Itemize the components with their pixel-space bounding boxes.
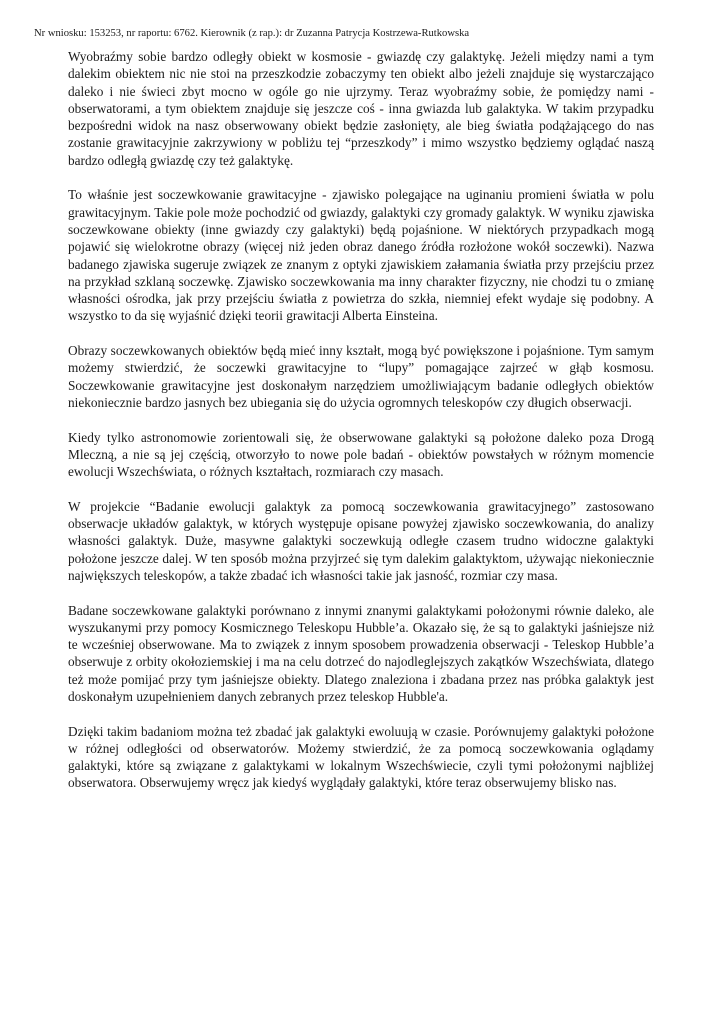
- paragraph-hubble-comparison: Badane soczewkowane galaktyki porównano z innymi znanymi galaktykami położonymi równie daleko, ale wyszukanymi przy pomocy Kosmicznego Teleskopu Hubble’a. Okazało się, że są to galaktyki jaśniejsze niż te wcześniej obserwowane. Ma to związek z innym sposobem prowadzenia obserwacji - Teleskop Hubble’a obserwuje z orbity okołoziemskiej i ma na celu dotrzeć do najodleglejszych zakątków Wszechświata, dlatego też może pomijać przy tym jaśniejsze obiekty. Dlatego znaleziona i zbadana przez nas próbka galaktyk jest doskonałym uzupełnieniem danych zebranych przez teleskop Hubble'a.: [68, 602, 654, 704]
- paragraph-galaxies-beyond-milky-way: Kiedy tylko astronomowie zorientowali się, że obserwowane galaktyki są położone daleko poza Drogą Mleczną, a nie są jej częścią, otworzyło to nowe pole badań - obiektów powstałych w różnym momencie ewolucji Wszechświata, o różnych kształtach, rozmiarach czy masach.: [68, 429, 654, 480]
- paragraph-observing-distant-objects: Wyobraźmy sobie bardzo odległy obiekt w kosmosie - gwiazdę czy galaktykę. Jeżeli między nami a tym dalekim obiektem nic nie stoi na przeszkodzie zobaczymy ten obiekt albo jeżeli znajduje się wystarczająco daleko i nie świeci zbyt mocno w ogóle go nie ujrzymy. Teraz wyobraźmy sobie, że pomiędzy nami - obserwatorami, a tym obiektem znajduje się jeszcze coś - inna gwiazda lub galaktyka. W takim przypadku bezpośredni widok na nasz obserwowany obiekt będzie zasłonięty, ale bieg światła podążającego do nas zostanie grawitacyjnie zakrzywiony w pobliżu tej “przeszkody” i mimo wszystko będziemy oglądać naszą bardzo odległą gwiazdę czy też galaktykę.: [68, 49, 654, 168]
- paragraph-galaxy-evolution: Dzięki takim badaniom można też zbadać jak galaktyki ewoluują w czasie. Porównujemy galaktyki położone w różnej odległości od obserwatorów. Możemy stwierdzić, że za pomocą soczewkowania oglądamy galaktyki, które są związane z galaktykami w lokalnym Wszechświecie, czyli tymi położonymi najbliżej obserwatora. Obserwujemy wręcz jak kiedyś wyglądały galaktyki, które teraz obserwujemy blisko nas.: [68, 723, 654, 791]
- document-body: [68, 48, 654, 809]
- paragraph-gravitational-lensing-definition: To właśnie jest soczewkowanie grawitacyjne - zjawisko polegające na uginaniu promieni światła w polu grawitacyjnym. Takie pole może pochodzić od gwiazdy, galaktyki czy gromady galaktyk. W wyniku zjawiska soczewkowane obiekty (inne gwiazdy czy galaktyki) będą pojaśnione. W niektórych przypadkach mogą pojawić się wielokrotne obrazy (więcej niż jeden obraz danego źródła rozłożone wokół soczewki). Nazwa badanego zjawiska sugeruje związek ze znanym z optyki zjawiskiem załamania światła przy przejściu przez na przykład szklaną soczewkę. Zjawisko soczewkowania ma inny charakter fizyczny, nie chodzi tu o zmianę własności ośrodka, jak przy przejściu światła z powietrza do szkła, niemniej efekt wydaje się podobny. A wszystko to da się wyjaśnić dzięki teorii grawitacji Alberta Einsteina.: [68, 187, 654, 324]
- page-header: Nr wniosku: 153253, nr raportu: 6762. Kierownik (z rap.): dr Zuzanna Patrycja Kostrzewa-Rutkowska: [34, 28, 470, 39]
- paragraph-project-description: W projekcie “Badanie ewolucji galaktyk za pomocą soczewkowania grawitacyjnego” zastosowano obserwacje układów galaktyk, w których występuje opisane powyżej zjawisko soczewkowania, do analizy własności galaktyk. Duże, masywne galaktyki soczewkują odległe czasem trudno widoczne galaktyki położone jeszcze dalej. W ten sposób można przyjrzeć się tym dalekim galaktyktom, używając niekoniecznie największych teleskopów, a także zbadać ich własności takie jak jasność, rozmiar czy masa.: [68, 498, 654, 583]
- paragraph-lensing-as-magnifier: Obrazy soczewkowanych obiektów będą mieć inny kształt, mogą być powiększone i pojaśnione. Tym samym możemy stwierdzić, że soczewki grawitacyjne to “lupy” pomagające zajrzeć w głąb kosmosu. Soczewkowanie grawitacyjne jest doskonałym narzędziem umożliwiającym badanie odległych obiektów niekoniecznie bardzo jasnych bez ubiegania się do użycia ogromnych teleskopów czy długich obserwacji.: [68, 343, 654, 410]
